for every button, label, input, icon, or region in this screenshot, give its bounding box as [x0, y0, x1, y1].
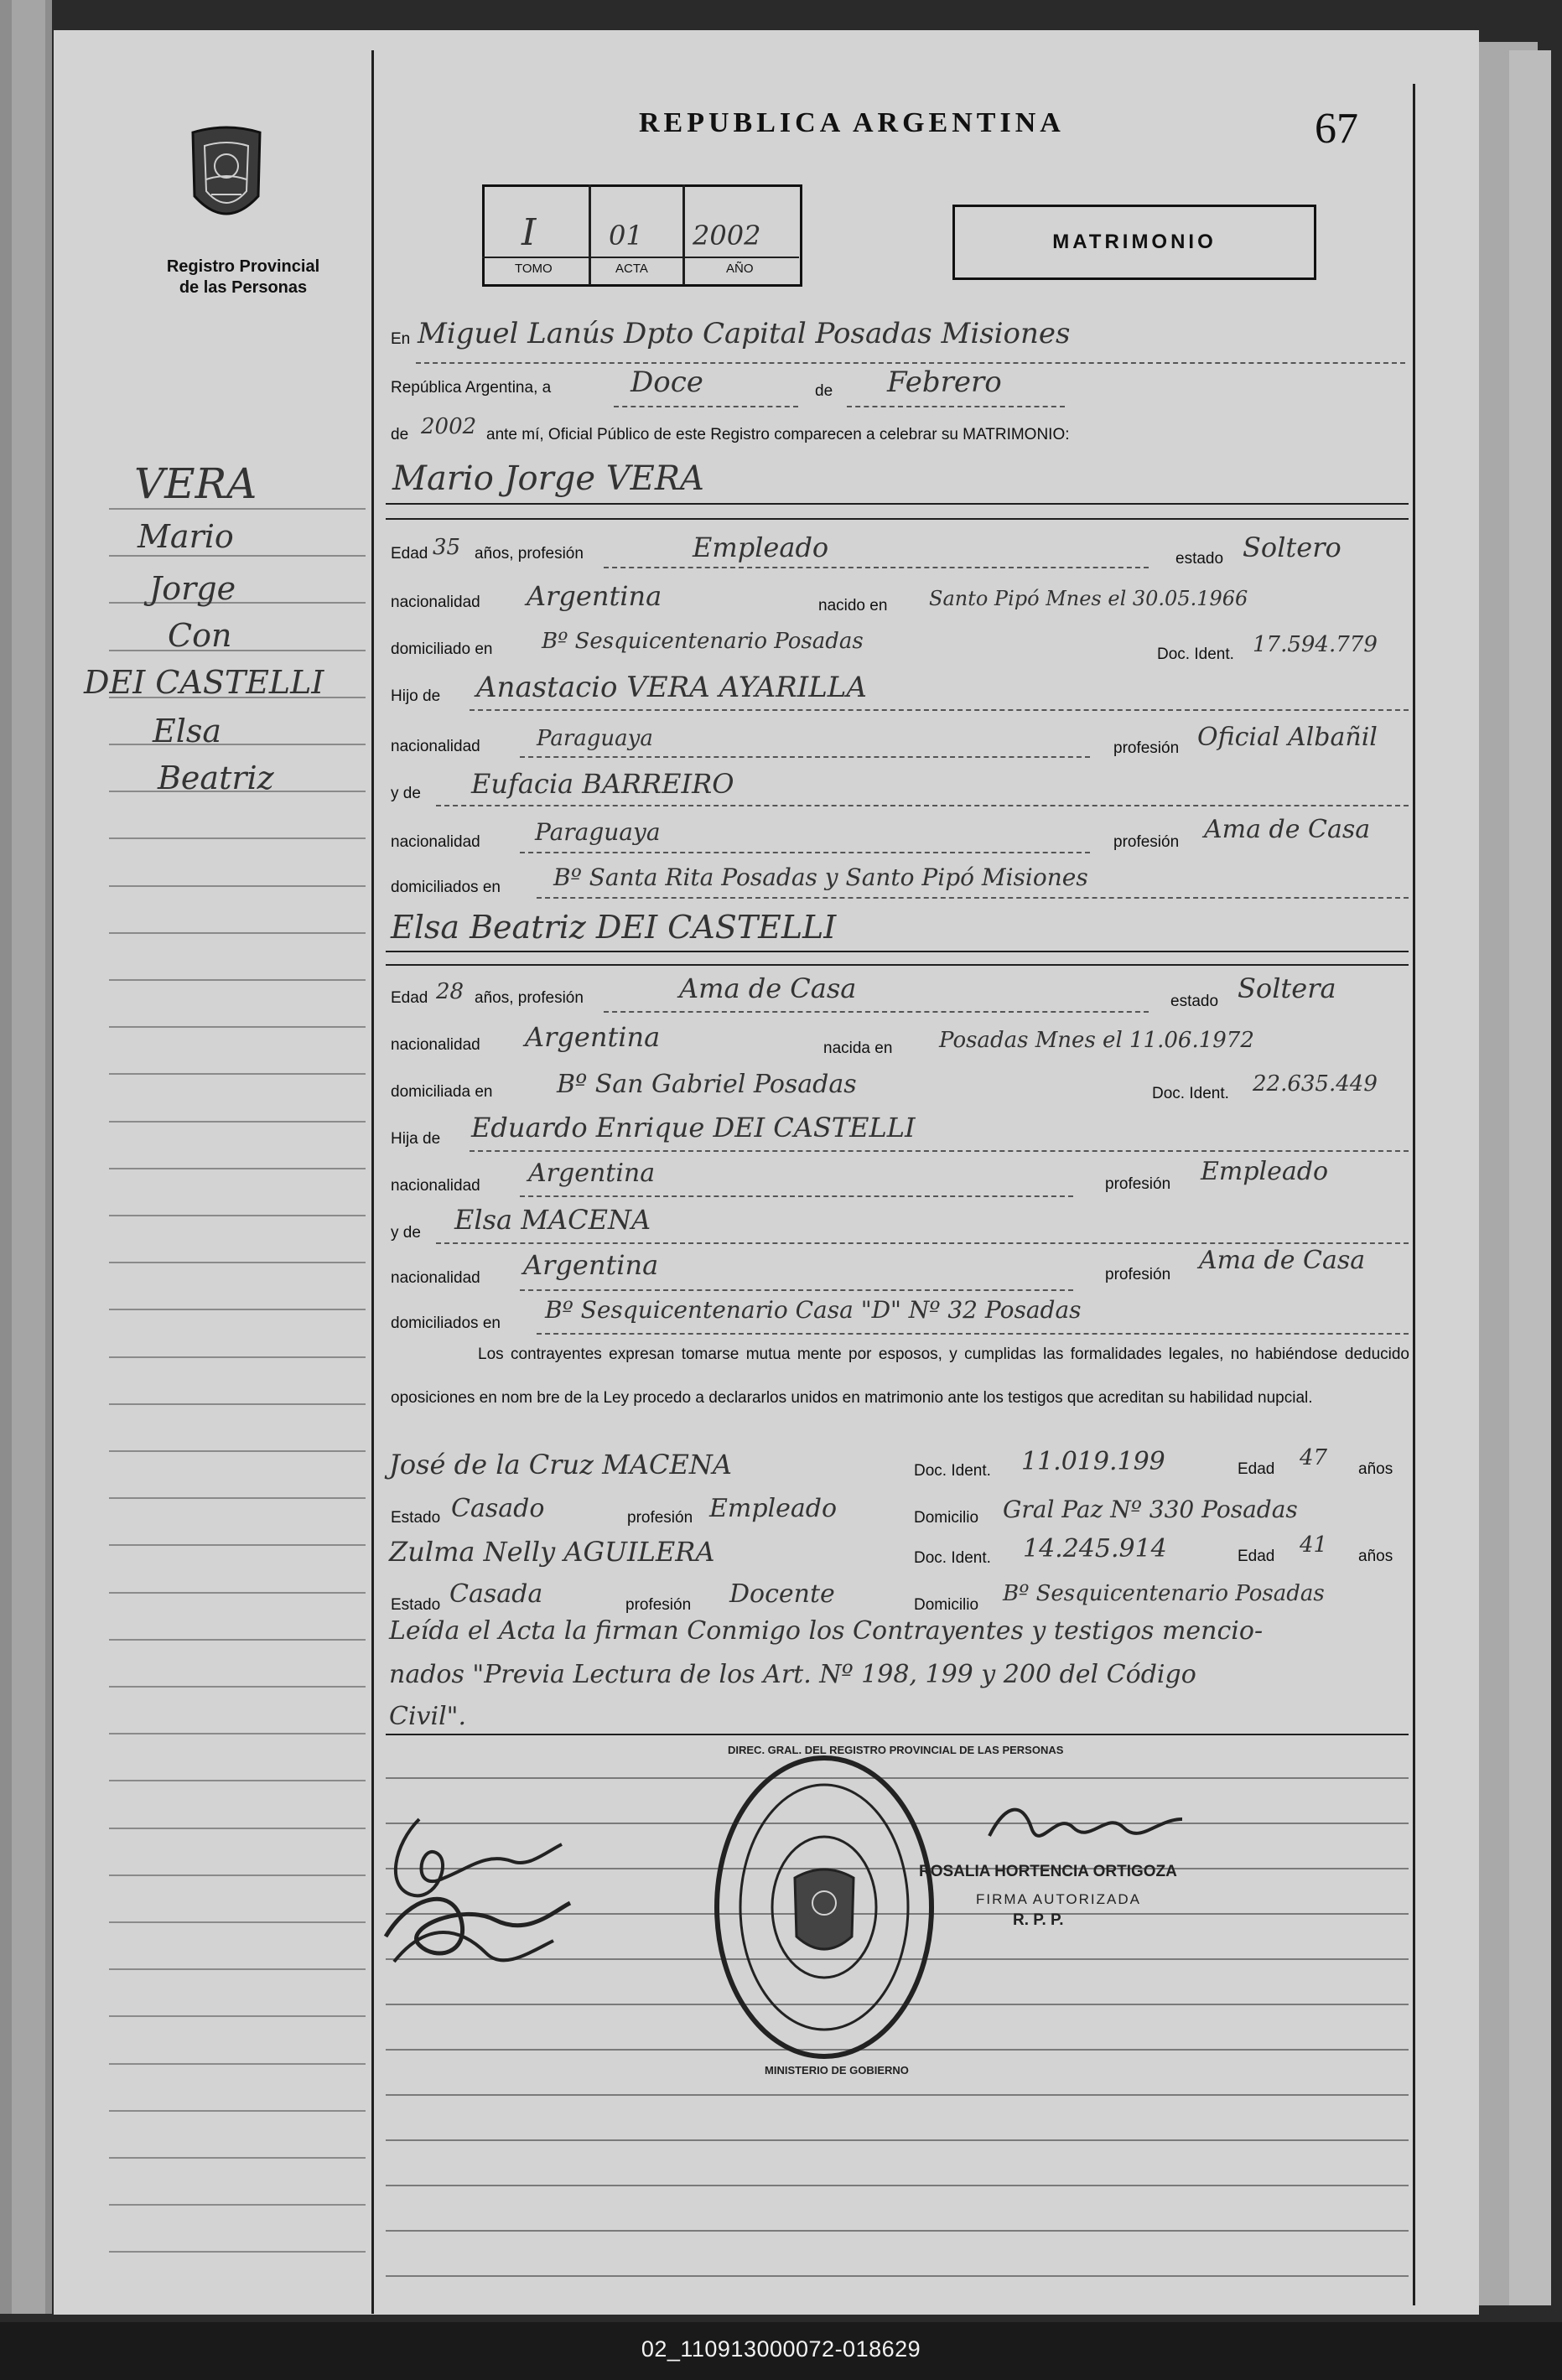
margin-ruled-line — [109, 1450, 366, 1452]
label-en: En — [391, 330, 411, 348]
bride-birth: Posadas Mnes el 11.06.1972 — [939, 1028, 1254, 1053]
document-title: REPUBLICA ARGENTINA — [639, 107, 1065, 138]
witness-domicile: Gral Paz Nº 330 Posadas — [1003, 1496, 1298, 1523]
margin-ruled-line — [109, 2015, 366, 2017]
bride-age: 28 — [436, 979, 464, 1004]
label-profesion: profesión — [627, 1509, 693, 1527]
bride-name: Elsa Beatriz DEI CASTELLI — [391, 909, 837, 946]
groom-father-prof: Oficial Albañil — [1197, 723, 1378, 752]
margin-ruled-line — [109, 1026, 366, 1028]
fill-line — [604, 1011, 1149, 1013]
label-profesion: profesión — [625, 1596, 692, 1614]
margin-ruled-line — [109, 1592, 366, 1594]
groom-father-nat: Paraguaya — [537, 726, 653, 751]
groom-birth: Santo Pipó Mnes el 30.05.1966 — [929, 587, 1248, 610]
fill-line — [470, 709, 1409, 711]
label-de: de — [815, 382, 833, 400]
witness-profession: Docente — [729, 1579, 835, 1609]
acta-value: 01 — [609, 220, 643, 251]
margin-ruled-line — [109, 2063, 366, 2065]
fill-line — [436, 805, 1409, 806]
bride-status: Soltera — [1238, 972, 1336, 1004]
fill-line — [520, 1195, 1073, 1197]
groom-parents-domicile: Bº Santa Rita Posadas y Santo Pipó Misiones — [553, 863, 1088, 891]
margin-ruled-line — [109, 1309, 366, 1310]
margin-ruled-line — [109, 1874, 366, 1876]
margin-ruled-line — [109, 2110, 366, 2112]
margin-name: Jorge — [149, 570, 236, 607]
anio-label: AÑO — [726, 262, 754, 276]
groom-name: Mario Jorge VERA — [392, 459, 704, 498]
label-doc-ident: Doc. Ident. — [1157, 646, 1234, 663]
fill-line — [520, 1289, 1073, 1291]
label-estado: Estado — [391, 1596, 441, 1614]
fill-line — [436, 1242, 1409, 1244]
closing-note-line: nados "Previa Lectura de los Art. Nº 198, 199 y 200 del Código — [389, 1660, 1196, 1689]
bride-mother-prof: Ama de Casa — [1199, 1246, 1366, 1275]
groom-mother-nat: Paraguaya — [535, 818, 661, 846]
label-nacida-en: nacida en — [823, 1040, 893, 1057]
label-nacionalidad: nacionalidad — [391, 833, 480, 851]
witness-doc: 11.019.199 — [1021, 1447, 1165, 1476]
body-ruled-line — [386, 2185, 1409, 2186]
body-ruled-line — [386, 2139, 1409, 2141]
margin-ruled-line — [109, 508, 366, 510]
label-edad: Edad — [1238, 1460, 1275, 1478]
margin-ruled-line — [109, 1544, 366, 1546]
label-hija-de: Hija de — [391, 1130, 441, 1148]
acta-label: ACTA — [615, 262, 648, 276]
margin-name: Mario — [138, 518, 234, 555]
label-domiciliados-en: domiciliados en — [391, 879, 501, 896]
margin-ruled-line — [109, 1121, 366, 1123]
margin-ruled-line — [109, 2251, 366, 2253]
label-hijo-de: Hijo de — [391, 687, 441, 705]
label-y-de: y de — [391, 785, 421, 802]
margin-name: DEI CASTELLI — [84, 664, 324, 701]
margin-ruled-line — [109, 1073, 366, 1075]
margin-ruled-line — [109, 1403, 366, 1405]
witness-doc: 14.245.914 — [1023, 1534, 1167, 1563]
witness-profession: Empleado — [709, 1494, 838, 1523]
fill-line — [614, 406, 798, 407]
official-role: FIRMA AUTORIZADA — [976, 1891, 1141, 1907]
label-domiciliado-en: domiciliado en — [391, 640, 493, 658]
record-type-box: MATRIMONIO — [952, 205, 1316, 280]
groom-profession: Empleado — [693, 531, 829, 563]
signatures-drawing — [361, 1794, 579, 1978]
label-nacido-en: nacido en — [818, 597, 888, 614]
body-ruled-line — [386, 2275, 1409, 2277]
label-nacionalidad: nacionalidad — [391, 1036, 480, 1054]
groom-nationality: Argentina — [527, 580, 662, 612]
day-value: Doce — [631, 366, 703, 399]
witness-name: Zulma Nelly AGUILERA — [389, 1536, 715, 1568]
bride-doc: 22.635.449 — [1253, 1071, 1378, 1097]
margin-ruled-line — [109, 2157, 366, 2159]
label-y-de: y de — [391, 1224, 421, 1242]
stamp-inner-text: MINISTERIO DE GOBIERNO — [765, 2064, 909, 2077]
bride-father: Eduardo Enrique DEI CASTELLI — [471, 1112, 916, 1143]
label-profesion: profesión — [1105, 1175, 1171, 1193]
margin-ruled-line — [109, 1356, 366, 1358]
margin-ruled-line — [109, 932, 366, 934]
margin-ruled-line — [109, 1921, 366, 1923]
margin-ruled-line — [109, 650, 366, 651]
margin-name: VERA — [134, 459, 257, 508]
margin-ruled-line — [109, 1780, 366, 1781]
bride-father-prof: Empleado — [1201, 1157, 1329, 1186]
margin-ruled-line — [109, 1497, 366, 1499]
record-box-label-rule — [482, 257, 799, 258]
bride-domicile: Bº San Gabriel Posadas — [557, 1070, 857, 1099]
groom-status: Soltero — [1243, 531, 1341, 563]
fill-line — [520, 852, 1090, 853]
body-ruled-line — [386, 2230, 1409, 2232]
official-name: ROSALIA HORTENCIA ORTIGOZA — [919, 1863, 1177, 1880]
official-signature-drawing — [981, 1794, 1199, 1861]
section-rule — [386, 951, 1409, 952]
fill-line — [520, 756, 1090, 758]
scan-footer-id: 02_110913000072-018629 — [641, 2336, 921, 2362]
label-estado: estado — [1170, 993, 1219, 1010]
fill-line — [604, 567, 1149, 568]
label-anios: años — [1358, 1548, 1393, 1565]
groom-mother-prof: Ama de Casa — [1204, 815, 1371, 844]
right-page-stack-inner — [1509, 50, 1551, 2305]
label-edad: Edad — [391, 989, 428, 1007]
groom-domicile: Bº Sesquicentenario Posadas — [542, 629, 864, 654]
margin-ruled-line — [109, 1686, 366, 1688]
label-estado: Estado — [391, 1509, 441, 1527]
record-box-divider — [589, 184, 591, 285]
closing-note-line: Leída el Acta la firman Conmigo los Contrayentes y testigos mencio- — [389, 1616, 1264, 1646]
label-anios-profesion: años, profesión — [475, 545, 584, 563]
label-nacionalidad: nacionalidad — [391, 594, 480, 611]
label-profesion: profesión — [1105, 1266, 1171, 1283]
section-rule — [386, 964, 1409, 966]
margin-ruled-line — [109, 1968, 366, 1970]
anio-value: 2002 — [693, 220, 761, 251]
margin-ruled-line — [109, 979, 366, 981]
witness-age: 47 — [1300, 1445, 1328, 1470]
official-seal-icon — [711, 1752, 937, 2062]
left-page-edge-inner — [12, 0, 45, 2314]
section-rule — [386, 1734, 1409, 1735]
margin-ruled-line — [109, 885, 366, 887]
margin-ruled-line — [109, 602, 366, 604]
label-domiciliada-en: domiciliada en — [391, 1083, 493, 1101]
label-doc-ident: Doc. Ident. — [1152, 1085, 1229, 1102]
body-ruled-line — [386, 2094, 1409, 2096]
margin-ruled-line — [109, 837, 366, 839]
witness-domicile: Bº Sesquicentenario Posadas — [1003, 1581, 1325, 1606]
label-anios: años — [1358, 1460, 1393, 1478]
label-domicilio: Domicilio — [914, 1509, 979, 1527]
bride-father-nat: Argentina — [528, 1159, 656, 1188]
label-doc-ident: Doc. Ident. — [914, 1549, 991, 1567]
place-value: Miguel Lanús Dpto Capital Posadas Misiones — [418, 317, 1071, 350]
label-domiciliados-en: domiciliados en — [391, 1314, 501, 1332]
label-ante-mi: ante mí, Oficial Público de este Registro comparecen a celebrar su MATRIMONIO: — [486, 426, 1070, 443]
margin-ruled-line — [109, 2204, 366, 2206]
label-nacionalidad: nacionalidad — [391, 738, 480, 755]
label-estado: estado — [1175, 550, 1224, 568]
bride-mother-nat: Argentina — [523, 1249, 659, 1281]
margin-ruled-line — [109, 744, 366, 745]
margin-ruled-line — [109, 1168, 366, 1169]
fill-line — [537, 897, 1409, 899]
label-republica: República Argentina, a — [391, 379, 552, 397]
label-doc-ident: Doc. Ident. — [914, 1462, 991, 1480]
declaration-paragraph: Los contrayentes expresan tomarse mutua mente por esposos, y cumplidas las formalidades legales, no habiéndose deducido oposiciones en nom bre de la Ley procedo a declararlos unidos en matrimonio ante los testigos que acreditan su habilidad nupcial. — [391, 1346, 1409, 1407]
record-box-divider — [682, 184, 685, 285]
groom-age: 35 — [433, 535, 461, 560]
label-profesion: profesión — [1113, 833, 1180, 851]
witness-name: José de la Cruz MACENA — [389, 1449, 732, 1480]
label-edad: Edad — [1238, 1548, 1275, 1565]
witness-status: Casado — [451, 1494, 545, 1523]
tomo-label: TOMO — [515, 262, 553, 276]
bride-parents-domicile: Bº Sesquicentenario Casa "D" Nº 32 Posadas — [545, 1296, 1082, 1324]
fill-line — [470, 1150, 1409, 1152]
office-abbrev: R. P. P. — [1013, 1911, 1064, 1929]
witness-age: 41 — [1300, 1532, 1328, 1558]
label-profesion: profesión — [1113, 739, 1180, 757]
registry-name: Registro Provincial de las Personas — [166, 257, 320, 297]
fill-line — [416, 362, 1405, 364]
margin-ruled-line — [109, 1262, 366, 1263]
label-anios-profesion: años, profesión — [475, 989, 584, 1007]
year-value: 2002 — [421, 414, 477, 439]
groom-father: Anastacio VERA AYARILLA — [476, 671, 867, 704]
margin-ruled-line — [109, 555, 366, 557]
margin-ruled-line — [109, 1639, 366, 1641]
margin-name: Con — [168, 617, 232, 654]
month-value: Febrero — [887, 366, 1002, 399]
margin-ruled-line — [109, 1733, 366, 1734]
section-rule — [386, 518, 1409, 520]
margin-name: Beatriz — [158, 760, 274, 796]
label-de-year: de — [391, 426, 409, 443]
margin-ruled-line — [109, 1215, 366, 1216]
bride-profession: Ama de Casa — [679, 972, 857, 1004]
margin-ruled-line — [109, 1828, 366, 1829]
label-nacionalidad: nacionalidad — [391, 1177, 480, 1195]
groom-doc: 17.594.779 — [1253, 632, 1378, 657]
page-number: 67 — [1315, 105, 1358, 153]
groom-mother: Eufacia BARREIRO — [471, 768, 734, 800]
right-border-line — [1413, 84, 1415, 2305]
fill-line — [847, 406, 1065, 407]
stamp-ring-text: DIREC. GRAL. DEL REGISTRO PROVINCIAL DE LAS PERSONAS — [728, 1744, 1064, 1756]
provincial-coat-of-arms-icon — [186, 124, 267, 233]
bride-mother: Elsa MACENA — [454, 1204, 651, 1236]
margin-name: Elsa — [153, 713, 222, 749]
label-edad: Edad — [391, 545, 428, 563]
closing-note-line: Civil". — [389, 1702, 467, 1731]
witness-status: Casada — [449, 1579, 543, 1609]
bride-nationality: Argentina — [525, 1021, 661, 1053]
tomo-value: I — [522, 211, 537, 254]
label-nacionalidad: nacionalidad — [391, 1269, 480, 1287]
label-domicilio: Domicilio — [914, 1596, 979, 1614]
section-rule — [386, 503, 1409, 505]
